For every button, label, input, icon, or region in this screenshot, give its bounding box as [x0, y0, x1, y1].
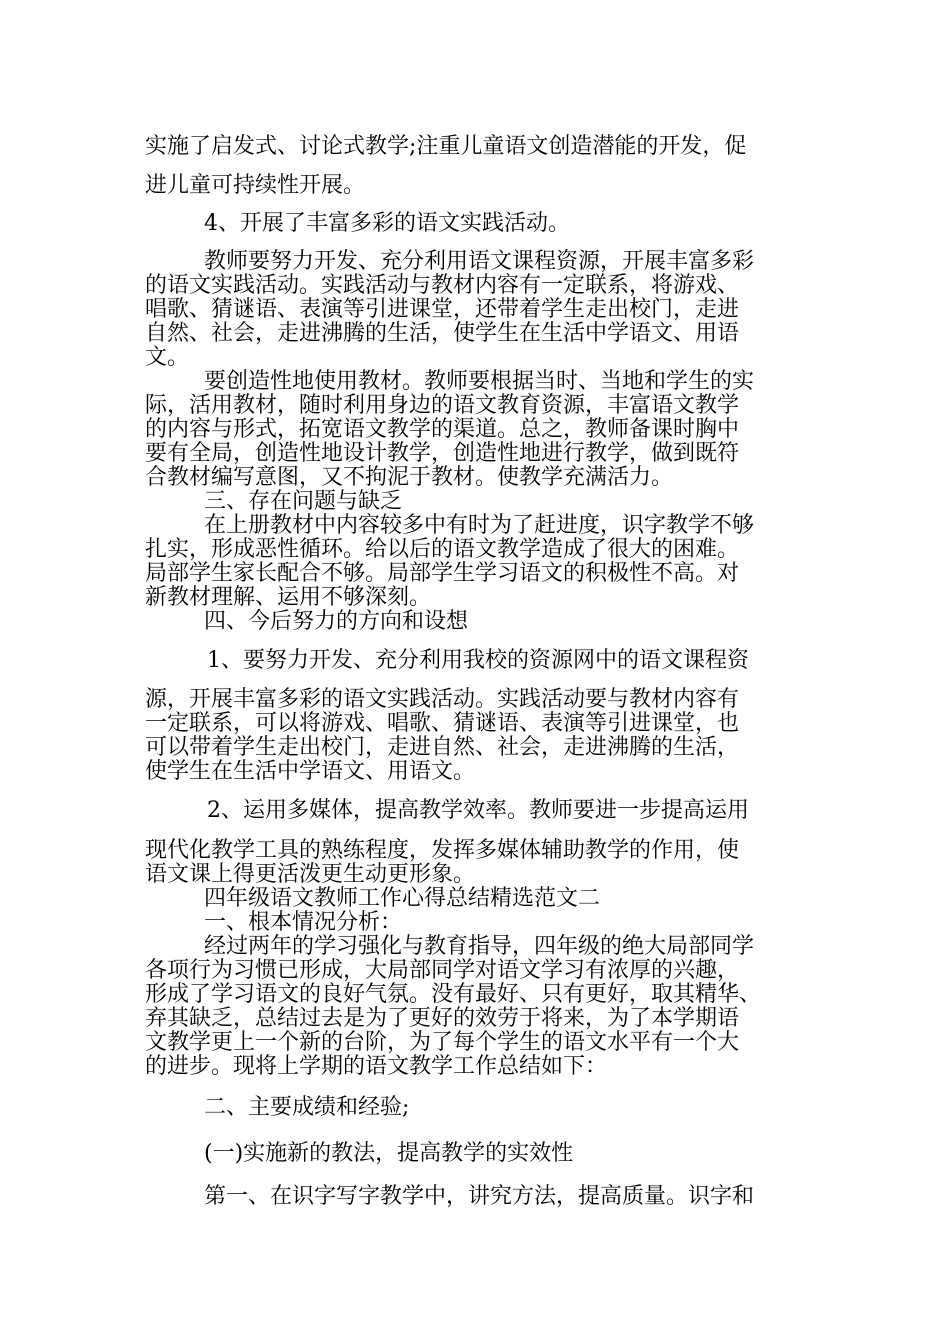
text-line: 现代化教学工具的熟练程度，发挥多媒体辅助教学的作用，使 — [145, 838, 740, 863]
section-heading: 二、主要成绩和经验; — [204, 1095, 410, 1120]
text-line: 一定联系，可以将游戏、唱歌、猜谜语、表演等引进课堂，也 — [145, 711, 740, 736]
text-line: 的语文实践活动。实践活动与教材内容有一定联系，将游戏、 — [145, 273, 740, 298]
text-line: 际，活用教材，随时利用身边的语文教育资源，丰富语文教学 — [145, 393, 740, 418]
text-line: 第一、在识字写字教学中，讲究方法，提高质量。识字和 — [204, 1184, 755, 1209]
text-line: 教师要努力开发、充分利用语文课程资源，开展丰富多彩 — [204, 249, 755, 274]
text-line: 实施了启发式、讨论式教学;注重儿童语文创造潜能的开发，促 — [145, 134, 747, 159]
text-line: 要有全局，创造性地设计教学，创造性地进行教学，做到既符 — [145, 441, 740, 466]
text-line: 在上册教材中内容较多中有时为了赶进度，识字教学不够 — [204, 513, 755, 538]
section-heading: 三、存在问题与缺乏 — [204, 489, 403, 514]
text-line: 各项行为习惯已形成，大局部同学对语文学习有浓厚的兴趣， — [145, 958, 740, 983]
text-line: 合教材编写意图，又不拘泥于教材。使教学充满活力。 — [145, 465, 674, 490]
text-line: 弃其缺乏，总结过去是为了更好的效劳于将来，为了本学期语 — [145, 1006, 740, 1031]
document-title: 四年级语文教师工作心得总结精选范文二 — [204, 886, 601, 911]
text-line: 的内容与形式，拓宽语文教学的渠道。总之，教师备课时胸中 — [145, 417, 740, 442]
text-line: 进儿童可持续性开展。 — [145, 173, 366, 198]
text-line: 要创造性地使用教材。教师要根据当时、当地和学生的实 — [204, 369, 755, 394]
text-line: 经过两年的学习强化与教育指导，四年级的绝大局部同学 — [204, 934, 755, 959]
text-line: 新教材理解、运用不够深刻。 — [145, 585, 432, 610]
text-line: 的进步。现将上学期的语文教学工作总结如下： — [145, 1054, 608, 1079]
text-line: 2、运用多媒体，提高教学效率。教师要进一步提高运用 — [207, 798, 749, 823]
section-heading: 四、今后努力的方向和设想 — [204, 609, 469, 634]
section-heading: 4、开展了丰富多彩的语文实践活动。 — [204, 211, 570, 236]
text-line: 文。 — [145, 345, 190, 370]
text-line: 形成了学习语文的良好气氛。没有最好、只有更好，取其精华、 — [145, 982, 762, 1007]
text-line: 语文课上得更活泼更生动更形象。 — [145, 862, 476, 887]
text-line: 自然、社会，走进沸腾的生活，使学生在生活中学语文、用语 — [145, 321, 740, 346]
text-line: 文教学更上一个新的台阶，为了每个学生的语文水平有一个大 — [145, 1030, 740, 1055]
section-heading: (一)实施新的教法，提高教学的实效性 — [204, 1141, 574, 1166]
text-line: 源，开展丰富多彩的语文实践活动。实践活动要与教材内容有 — [145, 687, 740, 712]
text-line: 唱歌、猜谜语、表演等引进课堂，还带着学生走出校门，走进 — [145, 297, 740, 322]
text-line: 可以带着学生走出校门，走进自然、社会，走进沸腾的生活， — [145, 735, 740, 760]
text-line: 扎实，形成恶性循环。给以后的语文教学造成了很大的困难。 — [145, 537, 740, 562]
section-heading: 一、根本情况分析： — [204, 910, 403, 935]
text-line: 局部学生家长配合不够。局部学生学习语文的积极性不高。对 — [145, 561, 740, 586]
text-line: 1、要努力开发、充分利用我校的资源网中的语文课程资 — [207, 648, 749, 673]
text-line: 使学生在生活中学语文、用语文。 — [145, 759, 476, 784]
